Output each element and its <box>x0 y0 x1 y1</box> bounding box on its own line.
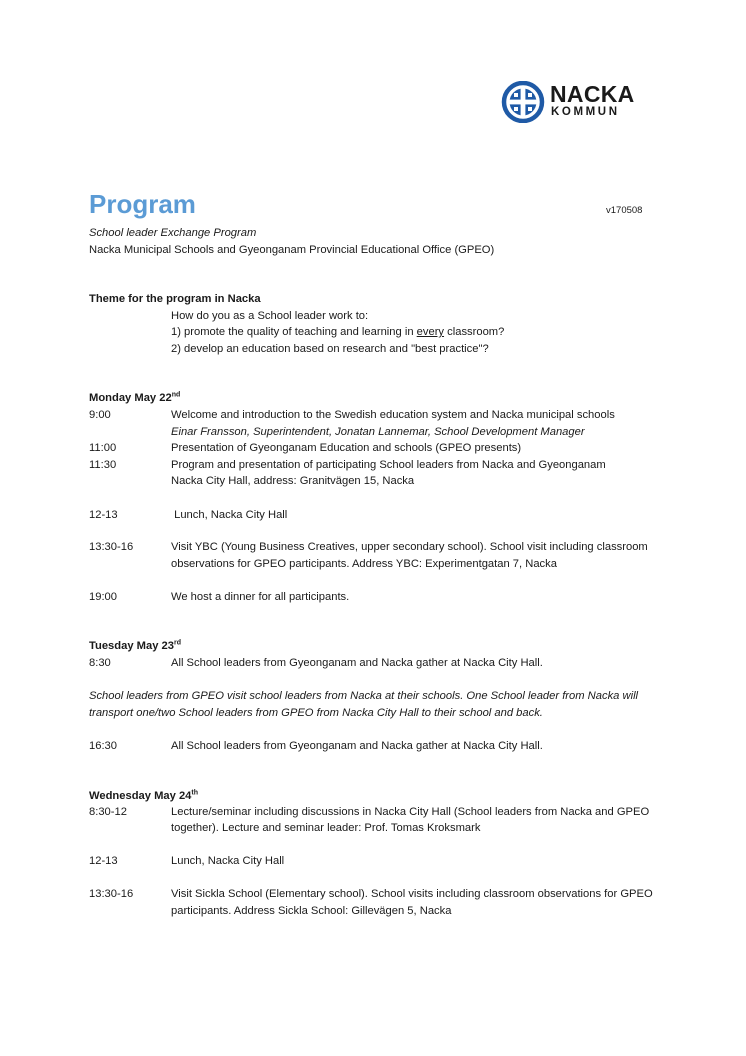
schedule-activity: Visit Sickla School (Elementary school). School visits including classroom observations for GPEO <box>171 888 653 900</box>
schedule-activity: Presentation of Gyeonganam Education and schools (GPEO presents) <box>171 442 522 454</box>
schedule-activity: All School leaders from Gyeonganam and Nacka gather at Nacka City Hall. <box>171 657 543 669</box>
schedule-activity: We host a dinner for all participants. <box>171 591 350 603</box>
nacka-kommun-logo <box>501 81 643 123</box>
wednesday-heading: Wednesday May 24th <box>89 789 199 802</box>
schedule-activity: Lunch, Nacka City Hall <box>171 855 285 867</box>
theme-question-2: 2) develop an education based on research and "best practice"? <box>171 343 489 355</box>
schedule-time: 8:30 <box>89 657 111 669</box>
theme-heading: Theme for the program in Nacka <box>89 293 261 305</box>
schedule-activity-speakers: Einar Fransson, Superintendent, Jonatan Lannemar, School Development Manager <box>171 426 585 438</box>
tuesday-note-line: School leaders from GPEO visit school leaders from Nacka at their schools. One School leader from Nacka will <box>89 690 639 702</box>
schedule-activity-location: Nacka City Hall, address: Granitvägen 15, Nacka <box>171 475 415 487</box>
page-title: Program <box>89 189 196 219</box>
schedule-activity-continued: participants. Address Sickla School: Gillevägen 5, Nacka <box>171 905 452 917</box>
logo-text-kommun: KOMMUN <box>551 106 620 118</box>
schedule-activity: Welcome and introduction to the Swedish education system and Nacka municipal schools <box>171 409 615 421</box>
program-subtitle: School leader Exchange Program <box>89 227 257 239</box>
schedule-activity-continued: observations for GPEO participants. Address YBC: Experimentgatan 7, Nacka <box>171 558 557 570</box>
schedule-activity: Program and presentation of participating School leaders from Nacka and Gyeonganam <box>171 459 606 471</box>
schedule-time: 11:00 <box>89 442 117 454</box>
schedule-time: 9:00 <box>89 409 111 421</box>
nacka-emblem-icon <box>501 81 545 123</box>
schedule-time: 16:30 <box>89 740 117 752</box>
schedule-activity: Lunch, Nacka City Hall <box>171 509 288 521</box>
theme-intro: How do you as a School leader work to: <box>171 310 369 322</box>
theme-question-1: 1) promote the quality of teaching and learning in every classroom? <box>171 326 505 338</box>
monday-heading: Monday May 22nd <box>89 391 181 404</box>
organizers-line: Nacka Municipal Schools and Gyeonganam Provincial Educational Office (GPEO) <box>89 244 495 256</box>
version-label: v170508 <box>606 205 643 216</box>
schedule-activity: Lecture/seminar including discussions in Nacka City Hall (School leaders from Nacka and GPEO <box>171 806 650 818</box>
schedule-activity: All School leaders from Gyeonganam and Nacka gather at Nacka City Hall. <box>171 740 543 752</box>
schedule-time: 11:30 <box>89 459 117 471</box>
tuesday-note-line: transport one/two School leaders from GPEO from Nacka City Hall to their school and back. <box>89 707 543 719</box>
schedule-time: 19:00 <box>89 591 117 603</box>
schedule-time: 8:30-12 <box>89 806 127 818</box>
schedule-time: 12-13 <box>89 855 118 867</box>
logo-text-nacka: NACKA <box>550 81 635 107</box>
schedule-activity: Visit YBC (Young Business Creatives, upper secondary school). School visit including classroom <box>171 541 648 553</box>
tuesday-heading: Tuesday May 23rd <box>89 639 181 652</box>
schedule-time: 12-13 <box>89 509 118 521</box>
schedule-time: 13:30-16 <box>89 888 134 900</box>
schedule-time: 13:30-16 <box>89 541 134 553</box>
schedule-activity-continued: together). Lecture and seminar leader: Prof. Tomas Kroksmark <box>171 822 481 834</box>
